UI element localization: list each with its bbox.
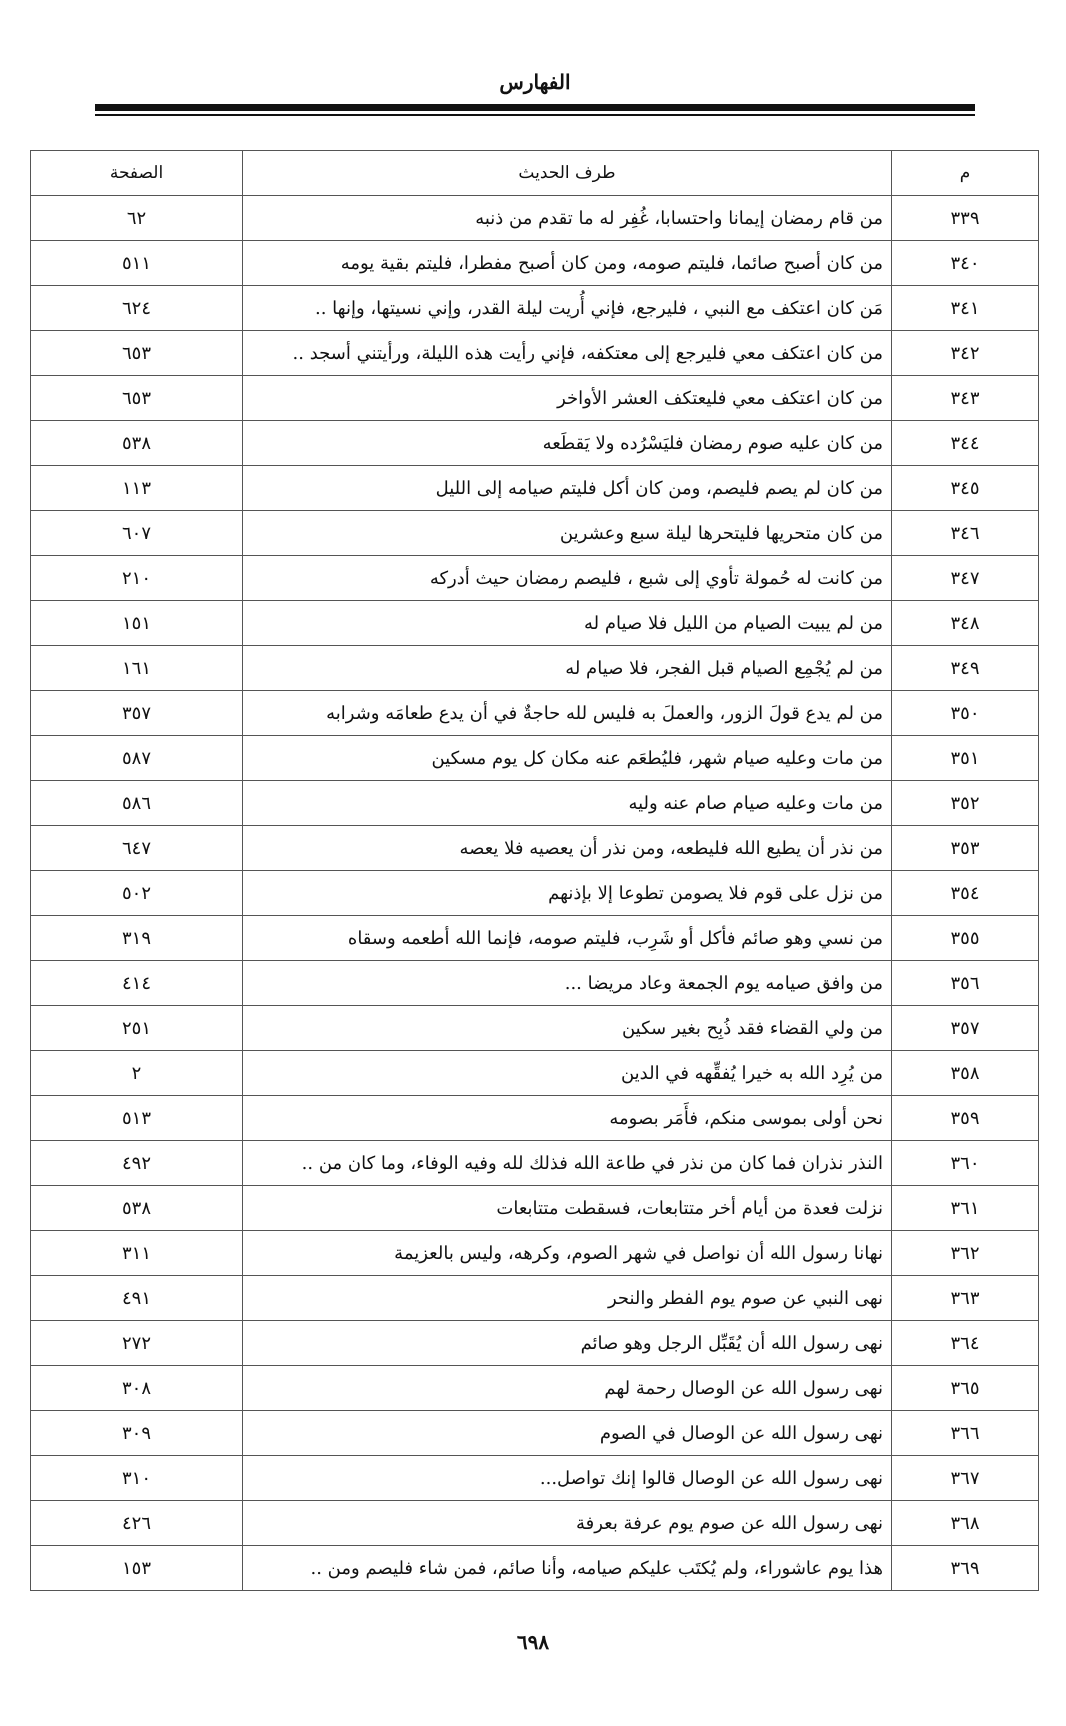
row-page-number: ٦٢ [31,196,243,241]
row-page-number: ٥٣٨ [31,1186,243,1231]
row-hadith-text: نهى رسول الله أن يُقَبِّل الرجل وهو صائم [243,1321,892,1366]
table-row [31,421,1039,466]
table-row [31,691,1039,736]
row-page-number: ٤١٤ [31,961,243,1006]
row-number: ٣٦٧ [892,1456,1039,1501]
row-page-number: ٣١٠ [31,1456,243,1501]
table-row [31,1276,1039,1321]
row-number: ٣٥٤ [892,871,1039,916]
row-number: ٣٥٣ [892,826,1039,871]
table-row [31,511,1039,556]
header-rule-thick [95,104,975,111]
row-page-number: ٥٨٦ [31,781,243,826]
column-header-page: الصفحة [31,151,243,196]
page-header-title: الفهارس [499,70,571,94]
table-row [31,196,1039,241]
row-hadith-text: من قام رمضان إيمانا واحتسابا، غُفِر له ما تقدم من ذنبه [243,196,892,241]
row-page-number: ٦٠٧ [31,511,243,556]
table-row [31,826,1039,871]
row-hadith-text: من كان اعتكف معي فليعتكف العشر الأواخر [243,376,892,421]
row-page-number: ١٦١ [31,646,243,691]
row-hadith-text: من نذر أن يطيع الله فليطعه، ومن نذر أن يعصيه فلا يعصه [243,826,892,871]
row-hadith-text: نهى رسول الله عن صوم يوم عرفة بعرفة [243,1501,892,1546]
row-number: ٣٦١ [892,1186,1039,1231]
table-row [31,1096,1039,1141]
row-number: ٣٦٥ [892,1366,1039,1411]
row-page-number: ٤٩١ [31,1276,243,1321]
table-row [31,331,1039,376]
table-row [31,871,1039,916]
table-row [31,1321,1039,1366]
row-number: ٣٦٢ [892,1231,1039,1276]
row-hadith-text: من ولي القضاء فقد ذُبِح بغير سكين [243,1006,892,1051]
row-number: ٣٦٦ [892,1411,1039,1456]
row-page-number: ٣١١ [31,1231,243,1276]
row-page-number: ١٥٣ [31,1546,243,1591]
row-number: ٣٦٩ [892,1546,1039,1591]
row-number: ٣٤٦ [892,511,1039,556]
row-number: ٣٦٨ [892,1501,1039,1546]
row-hadith-text: من كانت له حُمولة تأوي إلى شبع ، فليصم رمضان حيث أدركه [243,556,892,601]
row-page-number: ٦٥٣ [31,376,243,421]
row-page-number: ٥١٣ [31,1096,243,1141]
table-row [31,601,1039,646]
row-hadith-text: نهى رسول الله عن الوصال رحمة لهم [243,1366,892,1411]
row-number: ٣٤٣ [892,376,1039,421]
row-page-number: ٦٥٣ [31,331,243,376]
row-number: ٣٤٧ [892,556,1039,601]
row-number: ٣٦٤ [892,1321,1039,1366]
row-hadith-text: من مات وعليه صيام صام عنه وليه [243,781,892,826]
row-number: ٣٥٨ [892,1051,1039,1096]
table-row [31,646,1039,691]
row-page-number: ٣١٩ [31,916,243,961]
row-hadith-text: نهانا رسول الله أن نواصل في شهر الصوم، وكرهه، وليس بالعزيمة [243,1231,892,1276]
row-number: ٣٥٧ [892,1006,1039,1051]
row-hadith-text: هذا يوم عاشوراء، ولم يُكتَب عليكم صيامه، وأنا صائم، فمن شاء فليصم ومن .. [243,1546,892,1591]
row-hadith-text: من يُرِد الله به خيرا يُفقِّهه في الدين [243,1051,892,1096]
row-number: ٣٥٦ [892,961,1039,1006]
row-page-number: ٢٥١ [31,1006,243,1051]
table-header-row [31,151,1039,196]
row-hadith-text: من كان متحريها فليتحرها ليلة سبع وعشرين [243,511,892,556]
row-page-number: ٥٠٢ [31,871,243,916]
row-hadith-text: نحن أولى بموسى منكم، فأَمَر بصومه [243,1096,892,1141]
row-number: ٣٦٠ [892,1141,1039,1186]
row-page-number: ٤٢٦ [31,1501,243,1546]
row-number: ٣٥١ [892,736,1039,781]
row-page-number: ١١٣ [31,466,243,511]
row-page-number: ٣٥٧ [31,691,243,736]
table-row [31,556,1039,601]
row-hadith-text: من كان اعتكف معي فليرجع إلى معتكفه، فإني رأيت هذه الليلة، ورأيتني أسجد .. [243,331,892,376]
row-hadith-text: من لم يُجْمِع الصيام قبل الفجر، فلا صيام له [243,646,892,691]
row-hadith-text: من نزل على قوم فلا يصومن تطوعا إلا بإذنهم [243,871,892,916]
row-hadith-text: مَن كان اعتكف مع النبي ، فليرجع، فإني أُريت ليلة القدر، وإني نسيتها، وإنها .. [243,286,892,331]
row-page-number: ٦٤٧ [31,826,243,871]
row-number: ٣٥٥ [892,916,1039,961]
row-number: ٣٤٢ [892,331,1039,376]
table-row [31,466,1039,511]
row-hadith-text: النذر نذران فما كان من نذر في طاعة الله فذلك لله وفيه الوفاء، وما كان من .. [243,1141,892,1186]
row-page-number: ١٥١ [31,601,243,646]
table-row [31,1366,1039,1411]
row-page-number: ٥٨٧ [31,736,243,781]
row-hadith-text: من نسي وهو صائم فأكل أو شَرِب، فليتم صومه، فإنما الله أطعمه وسقاه [243,916,892,961]
header-rule-thin [95,114,975,116]
table-row [31,736,1039,781]
table-row [31,1456,1039,1501]
row-page-number: ٢٧٢ [31,1321,243,1366]
row-number: ٣٥٩ [892,1096,1039,1141]
table-row [31,1231,1039,1276]
row-hadith-text: من لم يبيت الصيام من الليل فلا صيام له [243,601,892,646]
row-hadith-text: من كان أصبح صائما، فليتم صومه، ومن كان أصبح مفطرا، فليتم بقية يومه [243,241,892,286]
row-hadith-text: من وافق صيامه يوم الجمعة وعاد مريضا ... [243,961,892,1006]
table-row [31,916,1039,961]
row-number: ٣٤١ [892,286,1039,331]
row-number: ٣٤٥ [892,466,1039,511]
table-row [31,1546,1039,1591]
table-row [31,376,1039,421]
row-hadith-text: نهى رسول الله عن الوصال قالوا إنك تواصل... [243,1456,892,1501]
column-header-number: م [892,151,1039,196]
row-number: ٣٣٩ [892,196,1039,241]
row-hadith-text: من مات وعليه صيام شهر، فليُطعَم عنه مكان كل يوم مسكين [243,736,892,781]
row-number: ٣٥٢ [892,781,1039,826]
row-number: ٣٦٣ [892,1276,1039,1321]
table-row [31,1501,1039,1546]
table-row [31,241,1039,286]
row-number: ٣٥٠ [892,691,1039,736]
row-page-number: ٦٢٤ [31,286,243,331]
row-number: ٣٤٨ [892,601,1039,646]
row-hadith-text: من كان لم يصم فليصم، ومن كان أكل فليتم صيامه إلى الليل [243,466,892,511]
table-row [31,286,1039,331]
row-page-number: ٢١٠ [31,556,243,601]
row-page-number: ٢ [31,1051,243,1096]
table-row [31,781,1039,826]
table-row [31,1141,1039,1186]
row-number: ٣٤٤ [892,421,1039,466]
table-row [31,1006,1039,1051]
table-row [31,1186,1039,1231]
row-hadith-text: نهى النبي عن صوم يوم الفطر والنحر [243,1276,892,1321]
row-number: ٣٤٩ [892,646,1039,691]
table-row [31,1411,1039,1456]
page-number: ٦٩٨ [516,1630,550,1654]
table-row [31,1051,1039,1096]
row-hadith-text: نهى رسول الله عن الوصال في الصوم [243,1411,892,1456]
table-row [31,961,1039,1006]
row-page-number: ٤٩٢ [31,1141,243,1186]
row-page-number: ٥١١ [31,241,243,286]
column-header-hadith: طرف الحديث [243,151,892,196]
hadith-index-table [30,150,1039,1591]
row-hadith-text: من لم يدع قولَ الزور، والعملَ به فليس لله حاجةٌ في أن يدع طعامَه وشرابه [243,691,892,736]
row-number: ٣٤٠ [892,241,1039,286]
row-page-number: ٥٣٨ [31,421,243,466]
row-hadith-text: من كان عليه صوم رمضان فليَسْرُده ولا يَقطَعه [243,421,892,466]
row-page-number: ٣٠٨ [31,1366,243,1411]
row-hadith-text: نزلت فعدة من أيام أخر متتابعات، فسقطت متتابعات [243,1186,892,1231]
row-page-number: ٣٠٩ [31,1411,243,1456]
